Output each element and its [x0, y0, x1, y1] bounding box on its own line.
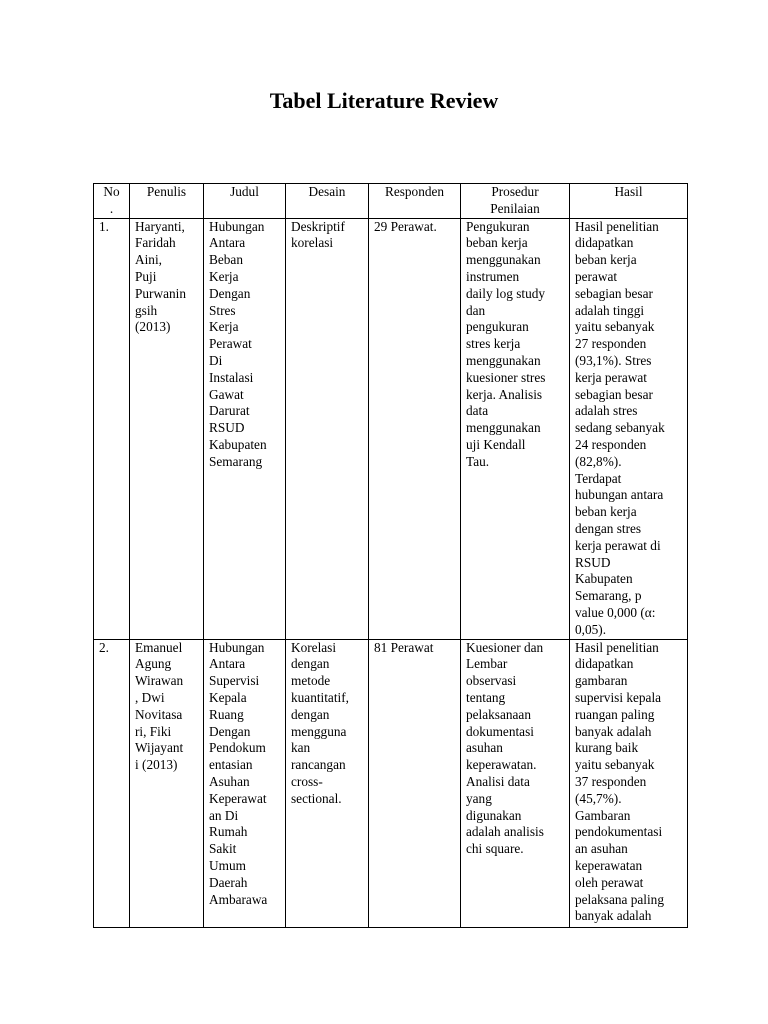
cell-responden: 81 Perawat — [369, 639, 461, 927]
cell-no: 2. — [94, 639, 130, 927]
table-row — [94, 639, 688, 927]
cell-desain: Deskriptif korelasi — [286, 218, 369, 639]
header-responden: Responden — [369, 184, 461, 219]
cell-penulis: Emanuel Agung Wirawan , Dwi Novitasa ri, Fiki Wijayant i (2013) — [130, 639, 204, 927]
cell-penulis: Haryanti, Faridah Aini, Puji Purwanin gsih (2013) — [130, 218, 204, 639]
cell-prosedur: Pengukuran beban kerja menggunakan instrumen daily log study dan pengukuran stres kerja menggunakan kuesioner stres kerja. Analisis data menggunakan uji Kendall Tau. — [461, 218, 570, 639]
cell-responden: 29 Perawat. — [369, 218, 461, 639]
header-hasil: Hasil — [570, 184, 688, 219]
literature-review-table — [93, 183, 688, 928]
cell-judul: Hubungan Antara Supervisi Kepala Ruang Dengan Pendokum entasian Asuhan Keperawat an Di Rumah Sakit Umum Daerah Ambarawa — [204, 639, 286, 927]
cell-desain: Korelasi dengan metode kuantitatif, dengan mengguna kan rancangan cross- sectional. — [286, 639, 369, 927]
cell-prosedur: Kuesioner dan Lembar observasi tentang pelaksanaan dokumentasi asuhan keperawatan. Analisi data yang digunakan adalah analisis chi square. — [461, 639, 570, 927]
cell-no: 1. — [94, 218, 130, 639]
table-row — [94, 218, 688, 639]
header-desain: Desain — [286, 184, 369, 219]
header-judul: Judul — [204, 184, 286, 219]
cell-hasil: Hasil penelitian didapatkan gambaran supervisi kepala ruangan paling banyak adalah kurang baik yaitu sebanyak 37 responden (45,7%). Gambaran pendokumentasi an asuhan keperawatan oleh perawat pelaksana paling banyak adalah — [570, 639, 688, 927]
cell-judul: Hubungan Antara Beban Kerja Dengan Stres Kerja Perawat Di Instalasi Gawat Darurat RSUD Kabupaten Semarang — [204, 218, 286, 639]
cell-hasil: Hasil penelitian didapatkan beban kerja perawat sebagian besar adalah tinggi yaitu sebanyak 27 responden (93,1%). Stres kerja perawat sebagian besar adalah stres sedang sebanyak 24 responden (82,8%). Terdapat hubungan antara beban kerja dengan stres kerja perawat di RSUD Kabupaten Semarang, p value 0,000 (α: 0,05). — [570, 218, 688, 639]
header-prosedur-penilaian: Prosedur Penilaian — [461, 184, 570, 219]
page-title: Tabel Literature Review — [269, 88, 499, 113]
table-header-row — [94, 184, 688, 219]
header-no: No . — [94, 184, 130, 219]
header-penulis: Penulis — [130, 184, 204, 219]
